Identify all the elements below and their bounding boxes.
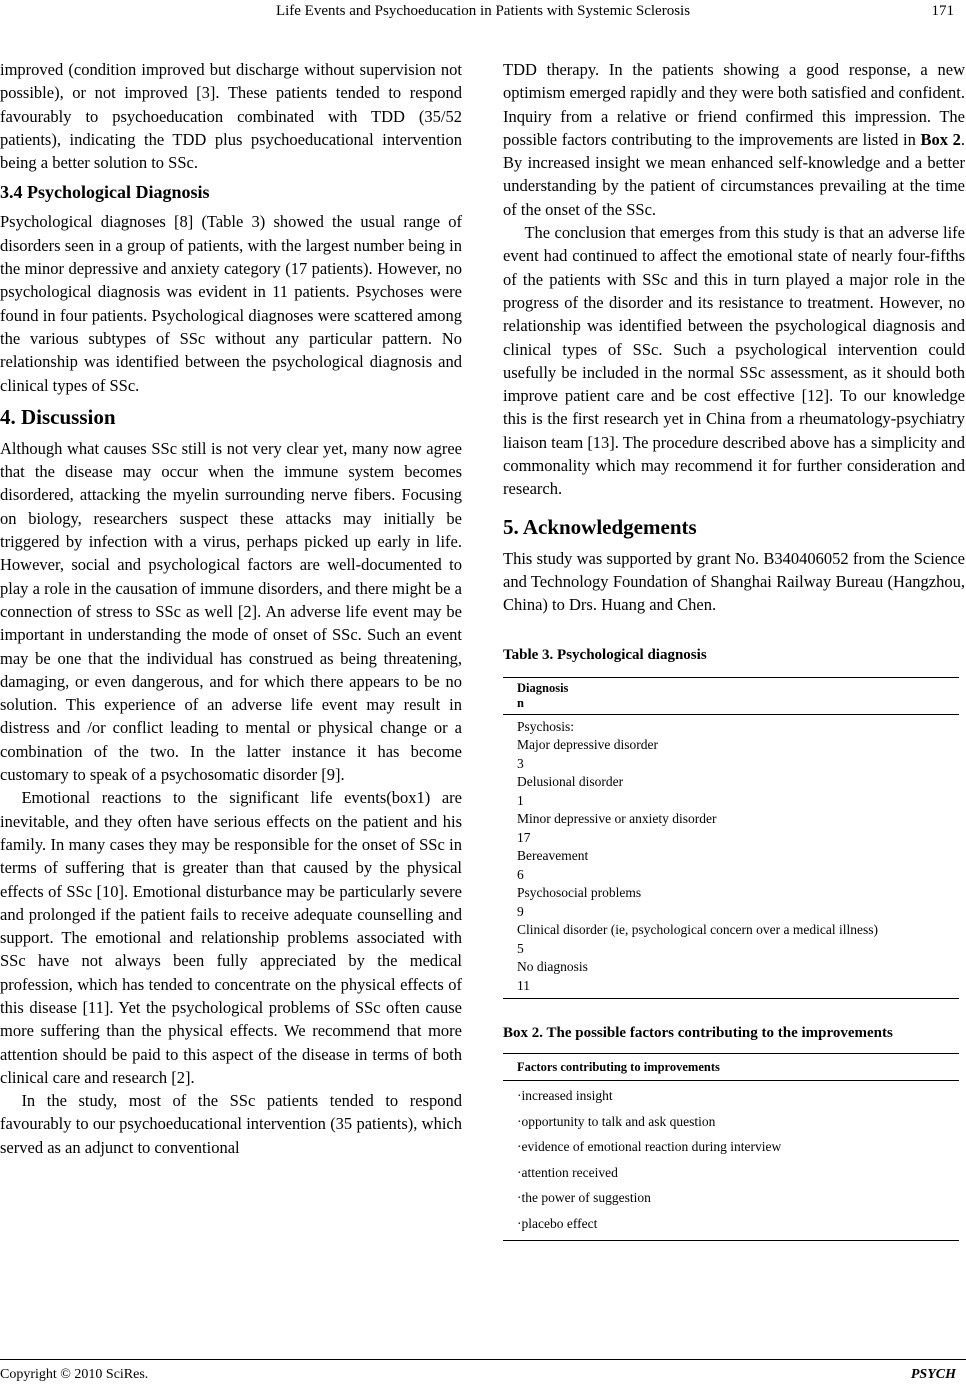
paragraph-continued-a: TDD therapy. In the patients showing a good response, a new optimism emerged rapidly and they were both satisfied and confident. Inquiry from a relative or friend confirmed this impression. The possible factors contributing to the improvements are listed in (503, 60, 965, 149)
section-heading-discussion: 4. Discussion (0, 404, 116, 429)
list-item: ·increased insight (517, 1088, 613, 1104)
list-item: ·the power of suggestion (517, 1190, 651, 1206)
footer-journal: PSYCH (910, 1367, 956, 1382)
table-row: Bereavement (517, 848, 589, 864)
table-row: Delusional disorder (517, 774, 624, 790)
table-row: 1 (517, 792, 524, 808)
paragraph-discussion-3: In the study, most of the SSc patients tended to respond favourably to our psychoeducational intervention (35 patients), which served as an adjunct to conventional (0, 1091, 462, 1157)
table-row: 3 (517, 755, 524, 771)
table-row: Major depressive disorder (517, 737, 658, 753)
table-row: Clinical disorder (ie, psychological concern over a medical illness) (517, 922, 878, 938)
list-item: ·placebo effect (517, 1215, 598, 1231)
right-column (503, 58, 965, 1241)
left-column (0, 58, 462, 1159)
section-heading-3-4: 3.4 Psychological Diagnosis (0, 182, 210, 203)
footer-copyright: Copyright © 2010 SciRes. (0, 1367, 149, 1382)
paragraph-continued (503, 58, 965, 221)
paragraph-conclusion: The conclusion that emerges from this study is that an adverse life event had continued to affect the emotional state of nearly four-fifths of the patients with SSc and this in turn played a major role in the progress of the disorder and its resistance to treatment. However, no relationship was identified between the psychological diagnosis and clinical types of SSc. Such a psychological intervention could usefully be included in the normal SSc assessment, as it should both improve patient care and be cost effective [12]. To our knowledge this is the first research yet in China from a rheumatology-psychiatry liaison team [13]. The procedure described above has a simplicity and commonality which may recommend it for further consideration and research. (503, 223, 965, 499)
box-2-reference: Box 2 (920, 129, 961, 149)
box-2 (503, 1053, 959, 1241)
header-n: n (517, 695, 524, 710)
table-row: 17 (517, 829, 531, 845)
footer-rule (0, 1359, 966, 1360)
table-row: Psychosis: (517, 718, 575, 734)
paragraph-discussion-1: Although what causes SSc still is not very clear yet, many now agree that the disease may occur when the immune system becomes disordered, attacking the myelin surrounding nerve fibers. Focusing on biology, researchers suspect these attacks may initially be triggered by infection with a virus, perhaps picked up early in life. However, social and psychological factors are well-documented to play a role in the causation of immune disorders, and there might be a connection of stress to SSc as well [2]. An adverse life event may be important in understanding the mode of onset of SSc. Such an event may be one that the individual has construed as being threatening, damaging, or even dangerous, and for which there appears to be no solution. This experience of an adverse life event may result in distress and /or conflict leading to mental or physical change or a combination of the two. In the latter instance it has become customary to speak of a psychosomatic disorder [9]. (0, 438, 462, 785)
list-item: ·evidence of emotional reaction during interview (517, 1139, 782, 1155)
table-row: 9 (517, 903, 524, 919)
table-3-body (503, 715, 959, 999)
box-2-body (503, 1081, 959, 1240)
running-title: Life Events and Psychoeducation in Patients with Systemic Sclerosis (275, 3, 691, 19)
page-number: 171 (931, 3, 954, 19)
header-diagnosis: Diagnosis (517, 680, 569, 695)
table-3-caption: Table 3. Psychological diagnosis (503, 646, 707, 663)
table-row: Psychosocial problems (517, 885, 642, 901)
table-row: No diagnosis (517, 959, 588, 975)
list-item: ·attention received (517, 1164, 618, 1180)
paragraph-discussion-2: Emotional reactions to the significant life events(box1) are inevitable, and they often have serious effects on the patient and his family. In many cases they may be responsible for the onset of SSc in terms of suffering that is greater than that caused by the physical effects of SSc [10]. Emotional disturbance may be particularly severe and prolonged if the patient fails to receive adequate counselling and support. The emotional and relationship problems associated with SSc have not always been fully appreciated by the medical profession, which has tended to concentrate on the physical effects of this disease [11]. Yet the psychological problems of SSc often cause more suffering than the physical effects. We recommend that more attention should be paid to this aspect of the disease in terms of both clinical care and research [2]. (0, 788, 462, 1087)
section-heading-acknowledgements: 5. Acknowledgements (503, 514, 697, 539)
paragraph-psych-diagnosis: Psychological diagnoses [8] (Table 3) showed the usual range of disorders seen in a group of patients, with the largest number being in the minor depressive and anxiety category (17 patients). However, no psychological diagnosis was evident in 11 patients. Psychoses were found in four patients. Psychological diagnoses were scattered among the various subtypes of SSc without any particular pattern. No relationship was identified between the psychological diagnosis and clinical types of SSc. (0, 212, 462, 395)
list-item: ·opportunity to talk and ask question (517, 1113, 716, 1129)
table-3 (503, 677, 959, 1000)
paragraph-acknowledgements: This study was supported by grant No. B340406052 from the Science and Technology Foundation of Shanghai Railway Bureau (Hangzhou, China) to Drs. Huang and Chen. (503, 548, 965, 615)
table-row: Minor depressive or anxiety disorder (517, 811, 717, 827)
table-row: 11 (517, 977, 530, 993)
table-row: 5 (517, 940, 524, 956)
table-3-header (503, 678, 959, 715)
paragraph-continued-b: . By increased insight we mean enhanced self-knowledge and a better understanding by the patient of circumstances prevailing at the time of the onset of the SSc. (503, 129, 966, 219)
box-2-header: Factors contributing to improvements (503, 1054, 959, 1081)
box-2-caption: Box 2. The possible factors contributing to the improvements (503, 1025, 893, 1042)
paragraph-intro: improved (condition improved but discharge without supervision not possible), or not improved [3]. These patients tended to respond favourably to psychoeducation combinated with TDD (35/52 patients), indicating the TDD plus psychoeducational intervention being a better solution to SSc. (0, 60, 462, 173)
table-row: 6 (517, 866, 524, 882)
